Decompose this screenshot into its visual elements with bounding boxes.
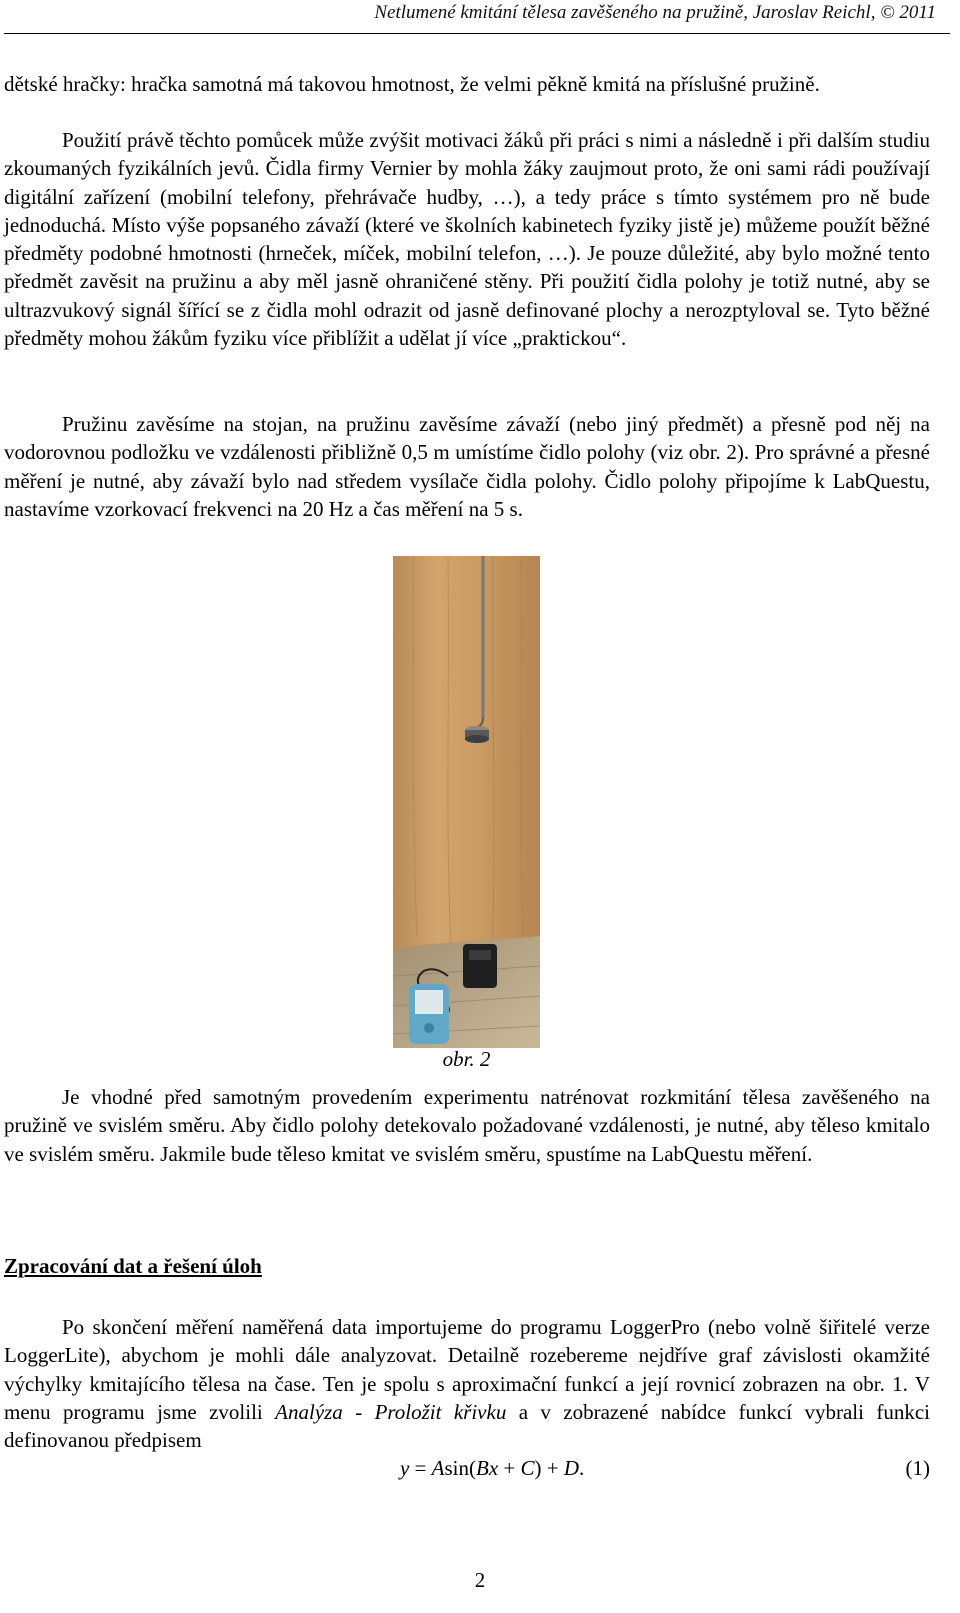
header-rule [4, 33, 950, 34]
figure-caption: obr. 2 [442, 1047, 491, 1071]
equation-number: (1) [905, 1456, 930, 1480]
equation-sine: y = Asin(Bx + C) + D. [400, 1456, 585, 1480]
analysis-text-2: a v zobrazené nabídce funkcí vybrali funkci definovanou předpisem [4, 1399, 931, 1453]
paragraph-toys: dětské hračky: hračka samotná má takovou hmotnost, že velmi pěkně kmitá na příslušné pružině. [4, 72, 820, 96]
paragraph-training: Je vhodné před samotným provedením experimentu natrénovat rozkmitání tělesa zavěšeného na pružině ve svislém směru. Aby čidlo polohy detekovalo požadované vzdálenosti, je nutné, aby těleso kmitalo ve svislém směru. Jakmile bude těleso kmitat ve svislém směru, spustíme na LabQuestu měření. [4, 1085, 930, 1166]
analysis-text-1: Po skončení měření naměřená data importujeme do programu LoggerPro (nebo volně šiřitelé verze LoggerLite), abychom je mohli dále analyzovat. Detailně rozebereme nejdříve graf závislosti okamžité výchylky kmitajícího tělesa na čase. Ten je spolu s aproximační funkcí a její rovnicí zobrazen na obr. 1. V menu programu jsme zvolili [4, 1315, 930, 1424]
paragraph-setup: Pružinu zavěsíme na stojan, na pružinu zavěsíme závaží (nebo jiný předmět) a přesně pod něj na vodorovnou podložku ve vzdálenosti přibližně 0,5 m umístíme čidlo polohy (viz obr. 2). Pro správné a přesné měření je nutné, aby závaží bylo nad středem vysílače čidla polohy. Čidlo polohy připojíme k LabQuestu, nastavíme vzorkovací frekvenci na 20 Hz a čas měření na 5 s. [4, 412, 930, 521]
menu-path: Analýza - Proložit křivku [275, 1399, 507, 1424]
experiment-photo [393, 556, 540, 1048]
paragraph-analysis [4, 1313, 930, 1454]
running-header: Netlumené kmitání tělesa zavěšeného na pružině, Jaroslav Reichl, © 2011 [374, 2, 936, 23]
labquest-screen [415, 990, 443, 1014]
page-number: 2 [474, 1568, 486, 1592]
paragraph-motivation: Použití právě těchto pomůcek může zvýšit motivaci žáků při práci s nimi a následně i při dalším studiu zkoumaných fyzikálních jevů. Čidla firmy Vernier by mohla žáky zaujmout proto, že oni sami rádi používají digitální zařízení (mobilní telefony, přehrávače hudby, …), a tedy práce s tímto systémem pro ně bude jednoduchá. Místo výše popsaného závaží (které ve školních kabinetech fyziky jistě je) můžeme použít běžné předměty podobné hmotnosti (hrneček, míček, mobilní telefon, …). Je pouze důležité, aby bylo možné tento předmět zavěsit na pružinu a aby měl jasně ohraničené stěny. Při použití čidla polohy je totiž nutné, aby se ultrazvukový signál šířící se z čidla mohl odrazit od jasně definované plochy a nerozptyloval se. Tyto běžné předměty mohou žákům fyziku více přiblížit a udělat jí více „praktickou“. [4, 128, 930, 351]
section-heading: Zpracování dat a řešení úloh [4, 1254, 262, 1278]
